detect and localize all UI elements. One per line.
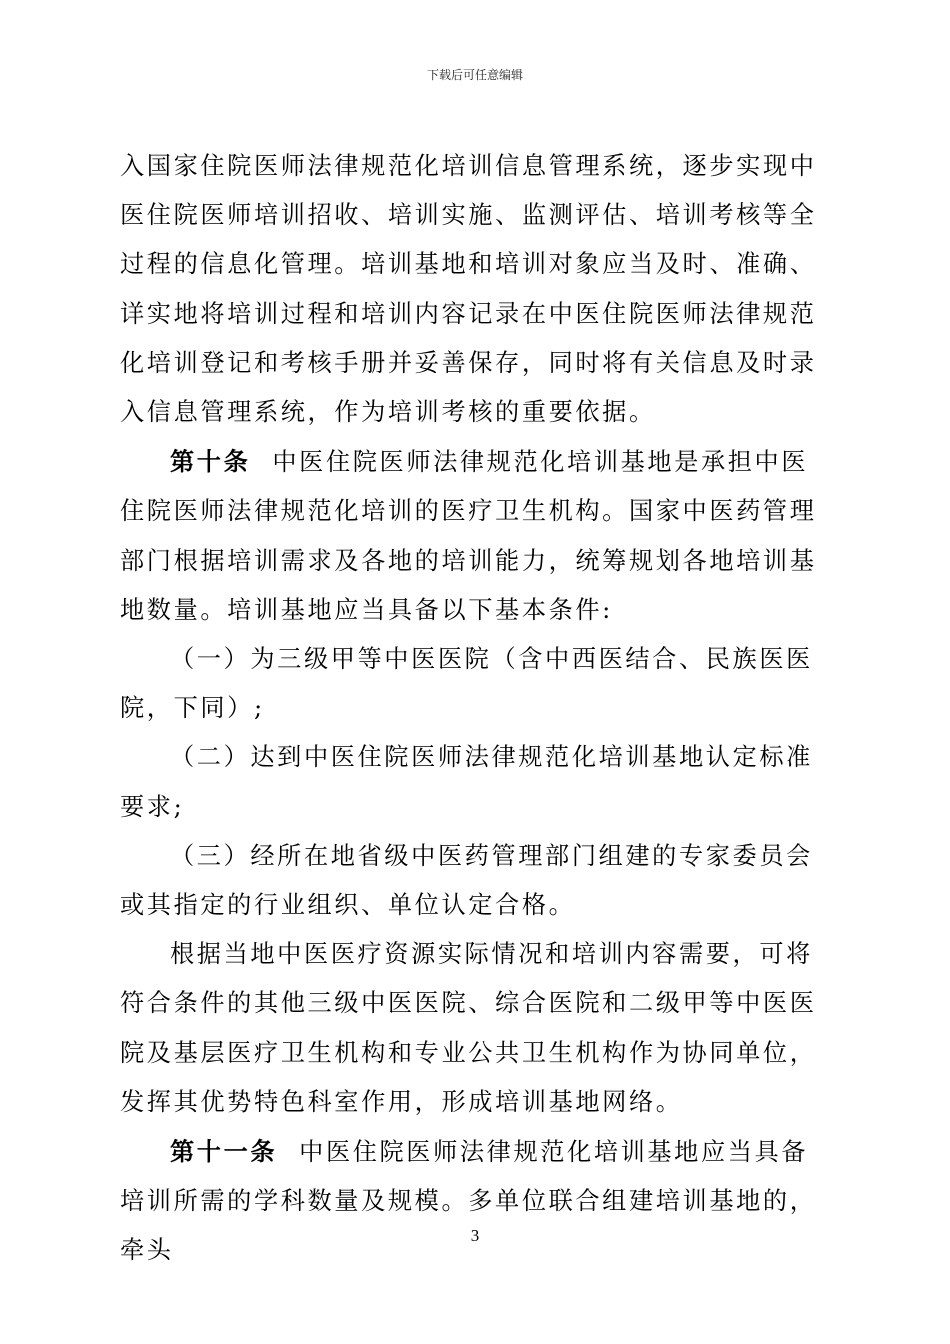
article-10 xyxy=(120,437,832,635)
article-10-title: 第十条 xyxy=(170,447,251,477)
article-10-text: 中医住院医师法律规范化培训基地是承担中医住院医师法律规范化培训的医疗卫生机构。国家中医药管理部门根据培训需求及各地的培训能力，统筹规划各地培训基地数量。培训基地应当具备以下基本条件: xyxy=(120,448,817,624)
condition-item-3: （三）经所在地省级中医药管理部门组建的专家委员会或其指定的行业组织、单位认定合格。 xyxy=(120,841,813,920)
condition-item-2: （二）达到中医住院医师法律规范化培训基地认定标准要求; xyxy=(120,743,813,821)
condition-item-1: （一）为三级甲等中医医院（含中西医结合、民族医医院，下同）; xyxy=(120,645,813,723)
article-11-title: 第十一条 xyxy=(170,1137,278,1167)
paragraph-info-system: 入国家住院医师法律规范化培训信息管理系统，逐步实现中医住院医师培训招收、培训实施、监测评估、培训考核等全过程的信息化管理。培训基地和培训对象应当及时、准确、详实地将培训过程和培训内容记录在中医住院医师法律规范化培训登记和考核手册并妥善保存，同时将有关信息及时录入信息管理系统，作为培训考核的重要依据。 xyxy=(120,152,817,427)
article-11 xyxy=(120,1127,832,1276)
page-header: 下载后可任意编辑 xyxy=(426,68,523,82)
article-11-text: 中医住院医师法律规范化培训基地应当具备培训所需的学科数量及规模。多单位联合组建培训基地的，牵头 xyxy=(120,1138,817,1265)
page-number: 3 xyxy=(470,1226,480,1245)
document-body xyxy=(120,142,832,1276)
paragraph-network: 根据当地中医医疗资源实际情况和培训内容需要，可将符合条件的其他三级中医医院、综合医院和二级甲等中医医院及基层医疗卫生机构和专业公共卫生机构作为协同单位，发挥其优势特色科室作用，形成培训基地网络。 xyxy=(120,940,817,1116)
